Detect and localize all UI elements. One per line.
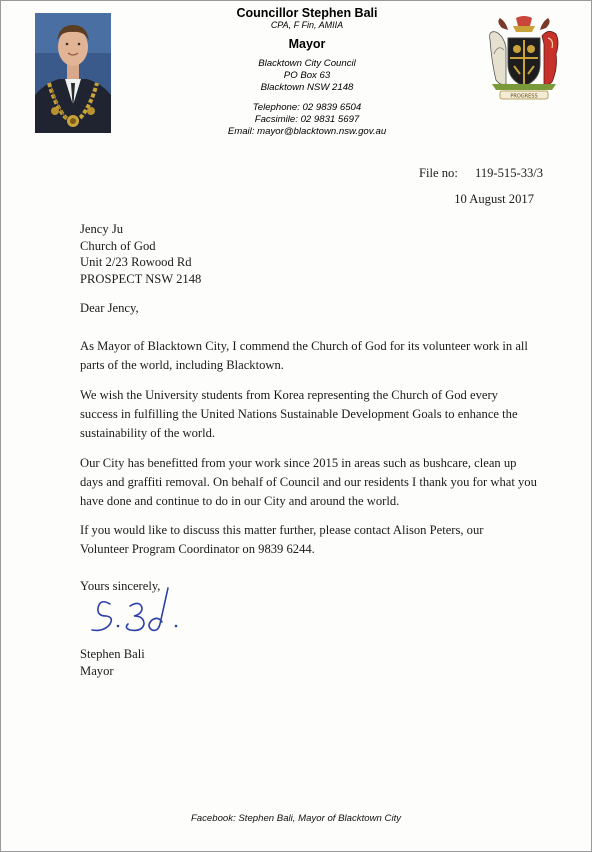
file-no-label: File no:	[419, 166, 458, 180]
recipient-line: Unit 2/23 Rowood Rd	[80, 255, 192, 269]
recipient-line: Church of God	[80, 238, 156, 253]
facsimile: Facsimile: 02 9831 5697	[254, 114, 360, 125]
recipient-address	[80, 221, 550, 287]
letter-date: 10 August 2017	[454, 192, 534, 206]
address-line: PO Box 63	[283, 70, 331, 81]
recipient-line: PROSPECT NSW 2148	[80, 271, 202, 286]
paragraph-line: If you would like to discuss this matter further, please contact Alison Peters, our	[80, 523, 484, 537]
council-address	[191, 58, 423, 94]
footer-facebook: Facebook: Stephen Bali, Mayor of Blacktown City	[190, 813, 402, 824]
paragraph-line: As Mayor of Blacktown City, I commend the Church of God for its volunteer work in all	[80, 339, 528, 353]
signatory	[80, 646, 550, 679]
paragraph	[80, 454, 550, 511]
letterhead	[191, 6, 423, 138]
paragraph-line: Volunteer Program Coordinator on 9839 6244.	[80, 542, 315, 556]
recipient-line: Jency Ju	[80, 222, 124, 236]
closing: Yours sincerely,	[80, 579, 161, 593]
signatory-title: Mayor	[80, 663, 114, 678]
paragraph-line: success in fulfilling the United Nations Sustainable Development Goals to enhance the	[80, 407, 518, 421]
telephone: Telephone: 02 9839 6504	[252, 102, 362, 113]
email: Email: mayor@blacktown.nsw.gov.au	[227, 126, 387, 137]
paragraph-line: days and graffiti removal. On behalf of Council and our residents I thank you for what you	[80, 475, 537, 489]
paragraph-line: have done and continue to do in our City and around the world.	[80, 494, 400, 508]
address-line: Blacktown NSW 2148	[260, 82, 354, 93]
paragraph	[80, 521, 550, 559]
signatory-name: Stephen Bali	[80, 647, 145, 661]
paragraph-line: We wish the University students from Korea representing the Church of God every	[80, 388, 498, 402]
file-reference	[419, 166, 544, 181]
address-line: Blacktown City Council	[258, 58, 356, 69]
paragraph-line: Our City has benefitted from your work since 2015 in areas such as bushcare, clean up	[80, 456, 517, 470]
mayor-photo	[35, 13, 111, 133]
paragraph	[80, 337, 550, 375]
paragraph	[80, 386, 550, 443]
councillor-name: Councillor Stephen Bali	[236, 6, 378, 20]
svg-text:PROGRESS: PROGRESS	[510, 93, 538, 100]
contact-details	[191, 102, 423, 138]
handwritten-signature	[88, 586, 183, 641]
salutation: Dear Jency,	[80, 301, 139, 315]
paragraph-line: parts of the world, including Blacktown.	[80, 358, 284, 372]
qualifications: CPA, F Fin, AMIIA	[270, 20, 344, 30]
file-no-value: 119-515-33/3	[475, 166, 544, 180]
mayor-title: Mayor	[288, 37, 326, 51]
paragraph-line: sustainability of the world.	[80, 426, 216, 440]
coat-of-arms-icon	[486, 14, 563, 102]
